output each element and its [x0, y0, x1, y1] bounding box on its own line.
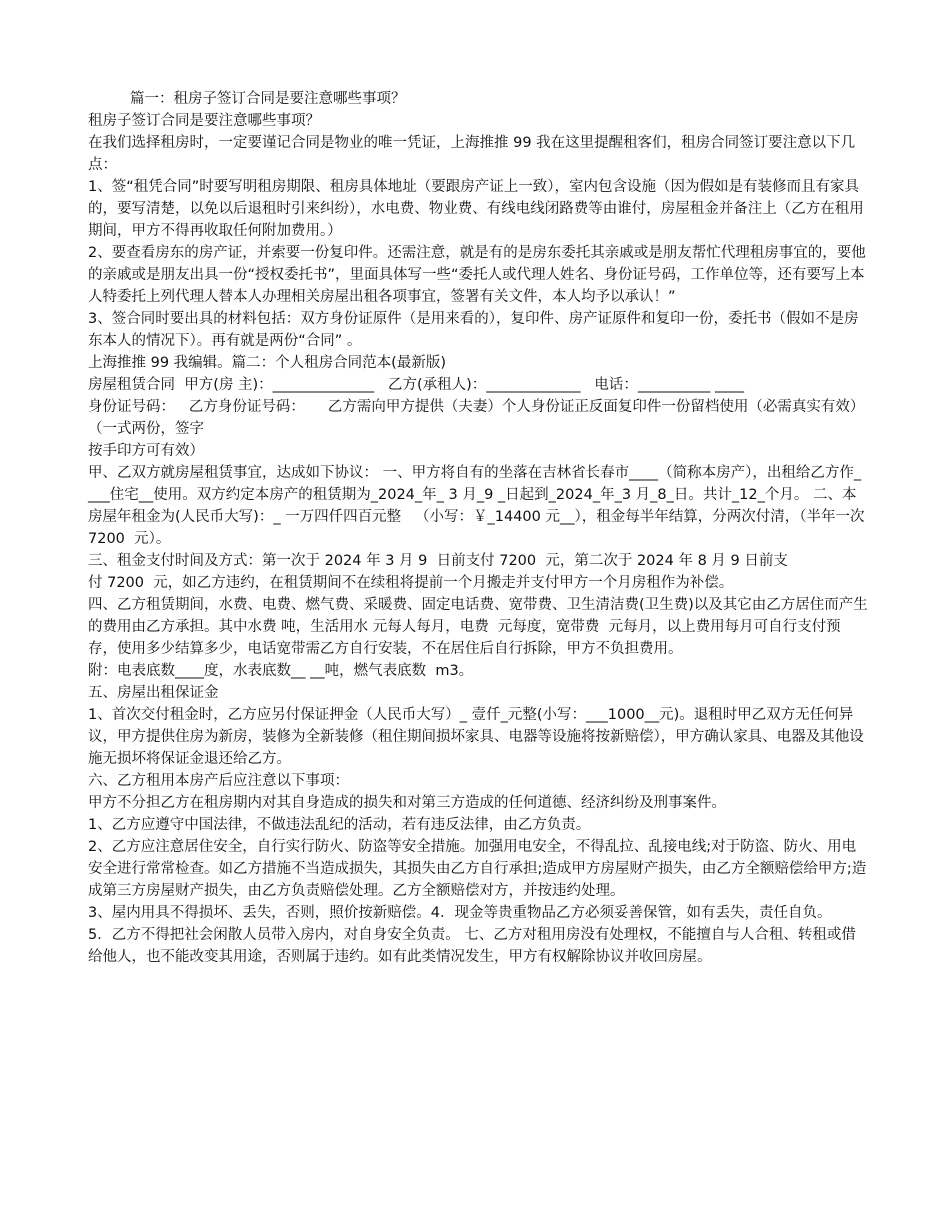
document-body: [88, 88, 868, 968]
paragraph: 三、租金支付时间及方式：第一次于 2024 年 3 月 9 日前支付 7200 元，第二次于 2024 年 8 月 9 日前支: [88, 553, 788, 569]
paragraph: 甲、乙双方就房屋租赁事宜，达成如下协议： 一、甲方将自有的坐落在吉林省长春市____（简称本房产），出租给乙方作____住宅__使用。双方约定本房产的租赁期为_2024_年_ 3 月_9 _日起到_2024_年_3 月_8_日。共计_12_个月。 二、本房屋年租金为(人民币大写)：_ 一万四仟四百元整 （小写：￥_14400 元__），租金每半年结算，分两次付清，（半年一次 7200 元）。: [88, 465, 870, 547]
paragraph: 身份证号码： 乙方身份证号码： 乙方需向甲方提供（夫妻）个人身份证正反面复印件一份留档使用（必需真实有效）（一式两份，签字: [88, 399, 865, 437]
section-heading-1: 篇一：租房子签订合同是要注意哪些事项？: [130, 91, 406, 107]
paragraph: 3、屋内用具不得损坏、丢失，否则，照价按新赔偿。4．现金等贵重物品乙方必须妥善保管，如有丢失，责任自负。: [88, 905, 832, 921]
paragraph: 2、乙方应注意居住安全，自行实行防火、防盗等安全措施。加强用电安全，不得乱拉、乱接电线;对于防盗、防火、用电安全进行常常检查。如乙方措施不当造成损失，其损失由乙方自行承担;造成甲方房屋财产损失，由乙方全额赔偿给甲方;造成第三方房屋财产损失，由乙方负责赔偿处理。乙方全额赔偿对方，并按违约处理。: [88, 839, 867, 899]
contract-header-line: 房屋租赁合同 甲方(房 主)：______________ 乙方(承租人)：_____________ 电话：__________ ____: [88, 377, 744, 393]
paragraph: 在我们选择租房时，一定要谨记合同是物业的唯一凭证，上海推推 99 我在这里提醒租客们，租房合同签订要注意以下几点：: [88, 135, 856, 173]
paragraph: 上海推推 99 我编辑。篇二：个人租房合同范本(最新版): [88, 355, 446, 371]
paragraph: 按手印方可有效）: [88, 443, 204, 459]
section-heading: 六、乙方租用本房产后应注意以下事项：: [88, 773, 349, 789]
paragraph: 四、乙方租赁期间，水费、电费、燃气费、采暖费、固定电话费、宽带费、卫生清洁费(卫生费)以及其它由乙方居住而产生的费用由乙方承担。其中水费 吨，生活用水 元每人每月，电费 元每度，宽带费 元每月，以上费用每月可自行支付预存，使用多少结算多少，电话宽带需乙方自行安装，不在居住后自行拆除，甲方不负担费用。: [88, 597, 868, 657]
paragraph: 2、要查看房东的房产证，并索要一份复印件。还需注意，就是有的是房东委托其亲戚或是朋友帮忙代理租房事宜的，要他的亲戚或是朋友出具一份“授权委托书”，里面具体写一些“委托人或代理人姓名、身份证号码，工作单位等，还有要写上本人特委托上列代理人替本人办理相关房屋出租各项事宜，签署有关文件，本人均予以承认！”: [88, 245, 866, 305]
paragraph: 付 7200 元，如乙方违约，在租赁期间不在续租将提前一个月搬走并支付甲方一个月房租作为补偿。: [88, 575, 734, 591]
paragraph: 1、签“租凭合同”时要写明租房期限、租房具体地址（要跟房产证上一致），室内包含设施（因为假如是有装修而且有家具的，要写清楚，以免以后退租时引来纠纷），水电费、物业费、有线电线闭路费等由谁付，房屋租金并备注上（乙方在租用期间，甲方不得再收取任何附加费用。）: [88, 179, 864, 239]
paragraph: 附：电表底数____度，水表底数__ __吨，燃气表底数 m3。: [88, 663, 474, 679]
paragraph: 5．乙方不得把社会闲散人员带入房内，对自身安全负责。 七、乙方对租用房没有处理权，不能擅自与人合租、转租或借给他人，也不能改变其用途，否则属于违约。如有此类情况发生，甲方有权解除协议并收回房屋。: [88, 927, 856, 965]
paragraph: 1、首次交付租金时，乙方应另付保证押金（人民币大写）_ 壹仟_元整(小写：___1000__元)。退租时甲乙双方无任何异议，甲方提供住房为新房，装修为全新装修（租住期间损坏家具、电器等设施将按新赔偿），甲方确认家具、电器及其他设施无损坏将保证金退还给乙方。: [88, 707, 864, 767]
paragraph: 租房子签订合同是要注意哪些事项？: [88, 113, 320, 129]
paragraph: 3、签合同时要出具的材料包括：双方身份证原件（是用来看的），复印件、房产证原件和复印一份，委托书（假如不是房东本人的情况下）。再有就是两份“合同” 。: [88, 311, 859, 349]
paragraph: 甲方不分担乙方在租房期内对其自身造成的损失和对第三方造成的任何道德、经济纠纷及刑事案件。: [88, 795, 726, 811]
paragraph: 1、乙方应遵守中国法律，不做违法乱纪的活动，若有违反法律，由乙方负责。: [88, 817, 591, 833]
section-heading: 五、房屋出租保证金: [88, 685, 219, 701]
